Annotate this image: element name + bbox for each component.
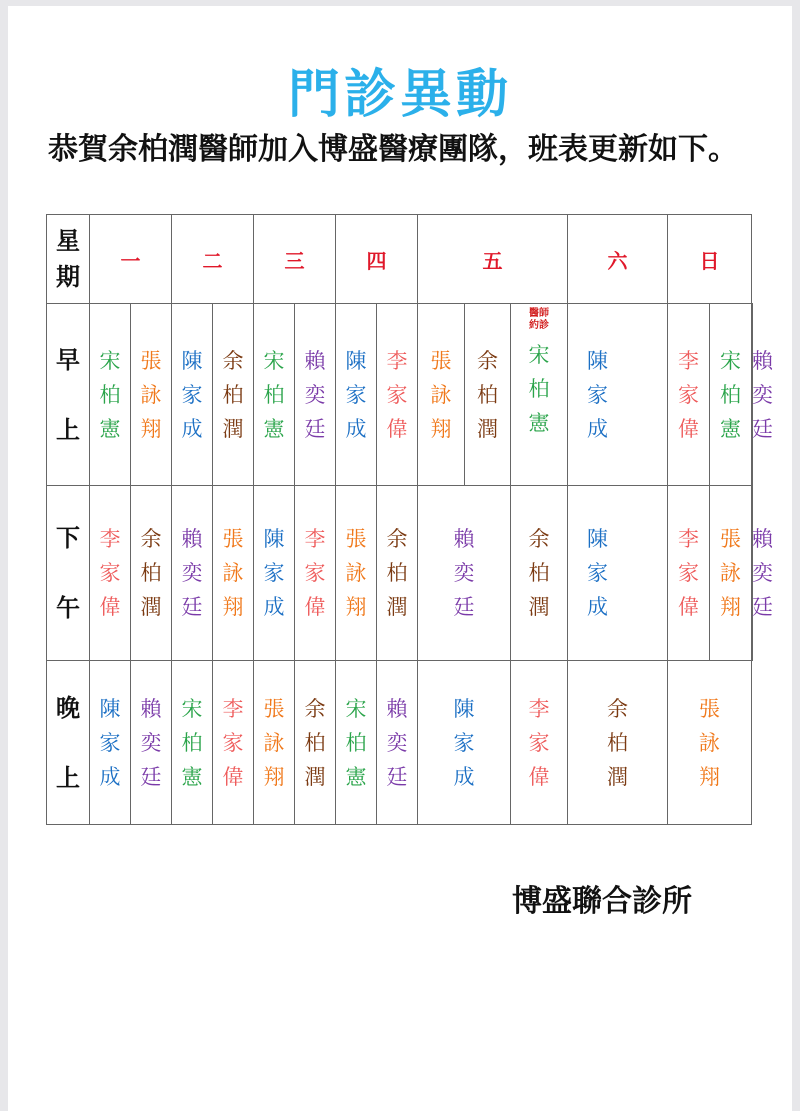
doctor-cell: 陳 家 成 bbox=[568, 486, 668, 661]
row-label-char: 上 bbox=[56, 763, 80, 792]
doctor-cell: 李 家 偉 bbox=[213, 661, 254, 825]
doctor-cell: 余 柏 潤 bbox=[511, 486, 568, 661]
header-label-char: 期 bbox=[56, 263, 80, 291]
doctor-cell: 陳 家 成 bbox=[336, 304, 377, 486]
doctor-cell: 張 詠 翔 bbox=[131, 304, 172, 486]
doctor-cell: 陳 家 成 bbox=[418, 661, 511, 825]
doctor-cell: 宋 柏 憲 bbox=[710, 304, 752, 486]
doctor-cell: 余 柏 潤 bbox=[213, 304, 254, 486]
doctor-cell: 李 家 偉 bbox=[377, 304, 418, 486]
doctor-cell: 李 家 偉 bbox=[511, 661, 568, 825]
day-header-mon: 一 bbox=[90, 215, 172, 304]
header-row bbox=[47, 215, 753, 304]
row-label-char: 上 bbox=[56, 415, 80, 444]
doctor-cell: 李 家 偉 bbox=[668, 304, 710, 486]
doctor-cell: 陳 家 成 bbox=[172, 304, 213, 486]
day-header-thu: 四 bbox=[336, 215, 418, 304]
day-header-fri: 五 bbox=[418, 215, 568, 304]
doctor-cell: 余 柏 潤 bbox=[465, 304, 511, 486]
row-label-char: 午 bbox=[56, 594, 80, 622]
appointment-note: 醫師約診 bbox=[529, 308, 549, 331]
doctor-cell: 李 家 偉 bbox=[668, 486, 710, 661]
doctor-cell: 陳 家 成 bbox=[568, 304, 668, 486]
doctor-cell: 陳 家 成 bbox=[254, 486, 295, 661]
doctor-cell: 張 詠 翔 bbox=[418, 304, 465, 486]
page-title: 門診異動 bbox=[287, 65, 512, 125]
row-label-char: 晚 bbox=[56, 693, 80, 722]
doctor-cell: 李 家 偉 bbox=[295, 486, 336, 661]
doctor-cell: 張 詠 翔 bbox=[213, 486, 254, 661]
day-header-sat: 六 bbox=[568, 215, 668, 304]
doctor-cell: 賴 奕 廷 bbox=[377, 661, 418, 825]
doctor-cell: 宋 柏 憲 bbox=[254, 304, 295, 486]
doctor-cell: 張 詠 翔 bbox=[668, 661, 752, 825]
doctor-cell: 宋 柏 憲 bbox=[336, 661, 377, 825]
doctor-cell: 李 家 偉 bbox=[90, 486, 131, 661]
morning-row bbox=[47, 304, 753, 486]
doctor-cell: 張 詠 翔 bbox=[710, 486, 752, 661]
doctor-cell: 張 詠 翔 bbox=[336, 486, 377, 661]
doctor-cell: 余 柏 潤 bbox=[568, 661, 668, 825]
doctor-cell: 陳 家 成 bbox=[90, 661, 131, 825]
day-header-tue: 二 bbox=[172, 215, 254, 304]
doctor-cell-appointment: 醫師約診 宋 柏 憲 bbox=[511, 304, 568, 486]
doctor-cell: 余 柏 潤 bbox=[131, 486, 172, 661]
doctor-cell bbox=[752, 486, 753, 661]
doctor-cell: 賴 奕 廷 bbox=[418, 486, 511, 661]
doctor-cell: 宋 柏 憲 bbox=[90, 304, 131, 486]
doctor-cell: 余 柏 潤 bbox=[295, 661, 336, 825]
row-label-morning bbox=[47, 304, 90, 486]
row-label-char: 早 bbox=[56, 345, 80, 374]
afternoon-row bbox=[47, 486, 753, 661]
clinic-name: 博盛聯合診所 bbox=[512, 884, 692, 919]
row-label-afternoon bbox=[47, 486, 90, 661]
doctor-cell: 余 柏 潤 bbox=[377, 486, 418, 661]
header-label-cell bbox=[47, 215, 90, 304]
schedule-table bbox=[46, 214, 753, 825]
row-label-char: 下 bbox=[56, 524, 80, 552]
evening-row bbox=[47, 661, 753, 825]
doctor-cell: 賴 奕 廷 bbox=[172, 486, 213, 661]
doctor-cell: 賴 奕 廷 bbox=[295, 304, 336, 486]
day-header-sun: 日 bbox=[668, 215, 752, 304]
header-label-char: 星 bbox=[56, 227, 80, 255]
doctor-cell: 賴 奕 廷 bbox=[131, 661, 172, 825]
day-header-wed: 三 bbox=[254, 215, 336, 304]
doctor-cell: 宋 柏 憲 bbox=[172, 661, 213, 825]
row-label-evening bbox=[47, 661, 90, 825]
intro-text: 恭賀余柏潤醫師加入博盛醫療團隊，班表更新如下。 bbox=[48, 132, 738, 167]
doctor-cell: 張 詠 翔 bbox=[254, 661, 295, 825]
doctor-cell bbox=[752, 304, 753, 486]
